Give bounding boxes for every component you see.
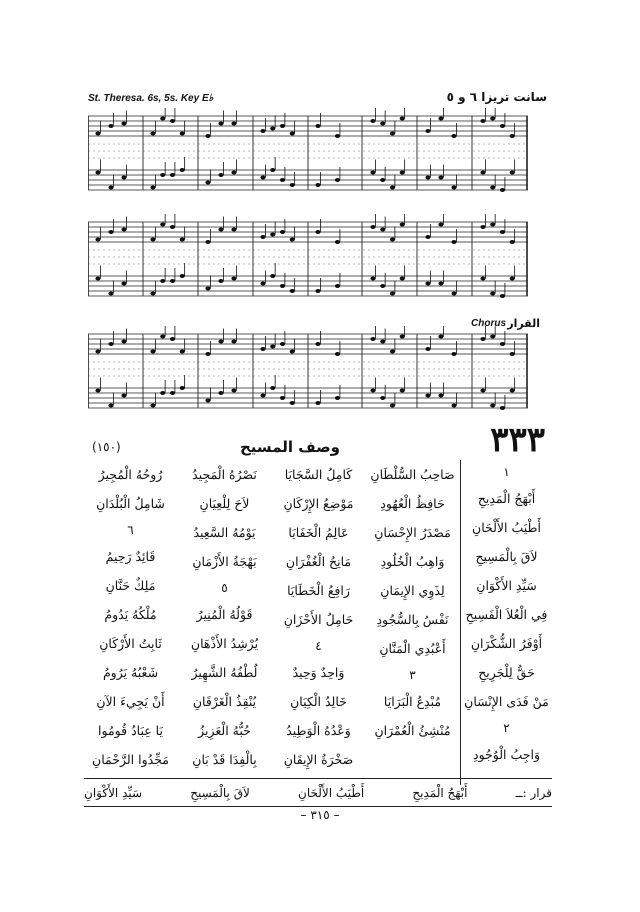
note-head: [510, 240, 515, 244]
refrain-rule: [84, 778, 552, 779]
verse-line: مَانِحُ الْغُفْرَانِ: [285, 554, 352, 569]
note-head: [150, 350, 155, 354]
note-head: [218, 228, 223, 232]
music-staff-system: [88, 326, 528, 422]
note-head: [500, 294, 505, 298]
note-head: [335, 178, 340, 182]
verse-line: مَنْ فَدَى الإِنْسَانِ: [464, 694, 549, 709]
verse-line: رَافِعُ الْخَطَايَا: [287, 583, 350, 598]
note-head: [390, 350, 395, 354]
note-head: [170, 173, 175, 177]
verse-line: وَاحِدٌ وَحِيدٌ: [292, 665, 345, 680]
verse-line: قَوْلُهُ الْمُنِيرُ: [196, 607, 253, 622]
verse-line: بَهْجَةُ الأَزْمَانِ: [192, 554, 257, 569]
note-head: [218, 340, 223, 344]
tune-name-arabic: سانت تريزا ٦ و ٥: [446, 90, 547, 104]
verse-line: فِي الْعُلاَ الْفَسِيحِ: [465, 607, 548, 622]
note-head: [280, 124, 285, 128]
note-head: [438, 282, 443, 286]
verse-line: رُوحُهُ الْمُجِيرُ: [98, 467, 163, 482]
note-head: [205, 352, 210, 356]
note-head: [95, 171, 100, 175]
note-head: [370, 225, 375, 229]
chorus-label: Chorus: [471, 318, 506, 329]
staff-group: [88, 214, 528, 298]
verse-line: وَاجِبُ الْوُجُودِ: [473, 747, 540, 762]
stanza-column-4: [177, 460, 272, 770]
note-head: [121, 340, 126, 344]
stanza-number: ٤: [315, 639, 322, 653]
verse-line: ثَابِتُ الأَرْكَانِ: [99, 636, 162, 651]
note-head: [231, 340, 236, 344]
refrain-label: قرار :ــ: [515, 786, 552, 800]
note-head: [500, 406, 505, 410]
note-head: [390, 238, 395, 242]
note-head: [451, 404, 456, 408]
note-head: [95, 238, 100, 242]
note-head: [390, 186, 395, 190]
note-head: [270, 386, 275, 390]
verse-line: مَوْضِعُ الإِرْكَانِ: [283, 496, 354, 511]
note-head: [500, 124, 505, 128]
staff-group: [88, 108, 528, 192]
note-head: [510, 171, 515, 175]
stanza-number: ٢: [503, 721, 510, 735]
note-head: [510, 277, 515, 281]
note-head: [170, 391, 175, 395]
note-head: [150, 186, 155, 190]
note-head: [280, 230, 285, 234]
note-head: [205, 399, 210, 403]
music-system-3: [88, 326, 528, 422]
verse-line: وَعْدُهُ الْوَطِيدُ: [286, 723, 351, 738]
note-head: [370, 171, 375, 175]
note-head: [370, 337, 375, 341]
note-head: [205, 134, 210, 138]
verse-line: مَجِّدُوا الرَّحْمَانِ: [92, 752, 169, 767]
note-head: [380, 340, 385, 344]
verse-line: قَائِدٌ رَحِيمُ: [105, 549, 156, 564]
note-head: [160, 117, 165, 121]
note-head: [170, 337, 175, 341]
note-head: [95, 389, 100, 393]
stanza-column-1: [459, 460, 554, 770]
verse-line: يَوْمُهُ السَّعِيدُ: [193, 525, 256, 540]
note-head: [490, 186, 495, 190]
note-head: [218, 122, 223, 126]
note-head: [380, 396, 385, 400]
stanza-number: ٦: [127, 523, 134, 537]
note-head: [425, 282, 430, 286]
refrain: [84, 786, 552, 800]
refrain-line: أَبْهَجُ الْمَدِيحِ: [412, 786, 468, 800]
note-head: [480, 389, 485, 393]
note-head: [231, 122, 236, 126]
note-head: [280, 284, 285, 288]
note-head: [218, 391, 223, 395]
note-head: [510, 134, 515, 138]
note-head: [290, 238, 295, 242]
verse-line: بِالْفِدَا قَدْ بَانِ: [192, 752, 257, 767]
verse-line: عَالِمُ الْخَفَايَا: [288, 525, 349, 540]
note-head: [438, 117, 443, 121]
note-head: [380, 228, 385, 232]
note-head: [451, 292, 456, 296]
verse-line: حَامِلُ الأَحْزَانِ: [283, 612, 354, 627]
page-number: – ٣١٥ –: [300, 808, 340, 822]
verse-line: شَامِلُ الْبُلْدَانِ: [96, 496, 165, 511]
note-head: [451, 240, 456, 244]
note-head: [180, 274, 185, 278]
verse-line: لاَقَ بِالْمَسِيحِ: [475, 549, 538, 564]
note-head: [400, 389, 405, 393]
note-head: [438, 335, 443, 339]
note-head: [121, 122, 126, 126]
note-head: [121, 176, 126, 180]
note-head: [160, 223, 165, 227]
note-head: [260, 129, 265, 133]
note-head: [270, 345, 275, 349]
note-head: [438, 176, 443, 180]
note-head: [270, 127, 275, 131]
note-head: [490, 117, 495, 121]
note-head: [451, 352, 456, 356]
verse-line: أَبْهَجُ الْمَدِيحِ: [477, 491, 536, 506]
verse-line: حُبُّهُ الْعَزِيزُ: [198, 723, 251, 738]
note-head: [170, 225, 175, 229]
note-head: [180, 238, 185, 242]
verse-line: صَاحِبُ السُّلْطَانِ: [370, 467, 455, 482]
note-head: [425, 235, 430, 239]
note-head: [150, 292, 155, 296]
note-head: [380, 284, 385, 288]
note-head: [500, 342, 505, 346]
hymn-number: ٣٣٣: [490, 420, 545, 460]
note-head: [108, 186, 113, 190]
note-head: [180, 386, 185, 390]
note-head: [170, 119, 175, 123]
note-head: [290, 289, 295, 293]
verse-line: أَنْ يَجِيءَ الآنِ: [96, 694, 165, 709]
note-head: [218, 279, 223, 283]
verse-line: وَاهِبُ الْخُلُودِ: [380, 554, 445, 569]
verse-line: لِذَوِي الإِيمَانِ: [380, 583, 445, 598]
note-head: [150, 238, 155, 242]
note-head: [160, 279, 165, 283]
stanza-column-5: [83, 460, 178, 770]
note-head: [490, 404, 495, 408]
verse-line: نَفْسُ بِالسُّجُودِ: [376, 612, 449, 627]
note-head: [160, 391, 165, 395]
note-head: [370, 119, 375, 123]
note-head: [400, 335, 405, 339]
verse-line: مَصْدَرُ الإِحْسَانِ: [374, 525, 451, 540]
note-head: [500, 188, 505, 192]
note-head: [108, 342, 113, 346]
verse-line: مَلِكٌ حَنَّانِ: [105, 578, 156, 593]
verse-line: شَعْبُهُ يَرُومُ: [102, 665, 159, 680]
note-head: [390, 292, 395, 296]
note-head: [480, 277, 485, 281]
verse-line: أَعْبُدِي الْمَنَّانِ: [379, 641, 446, 656]
note-head: [425, 394, 430, 398]
note-head: [95, 132, 100, 136]
verse-line: يُرْشِدُ الأَذْهَانِ: [190, 636, 259, 651]
note-head: [231, 228, 236, 232]
verse-line: كَامِلُ السَّجَايَا: [284, 467, 353, 482]
note-head: [180, 350, 185, 354]
note-head: [370, 389, 375, 393]
music-system-2: [88, 214, 528, 316]
note-head: [425, 347, 430, 351]
note-head: [335, 134, 340, 138]
note-head: [315, 401, 320, 405]
note-head: [160, 173, 165, 177]
hymn-title: وصف المسيح: [240, 438, 340, 456]
note-head: [380, 178, 385, 182]
stanza-number: ١: [503, 465, 510, 479]
refrain-line: أَطْيَبُ الأَلْحَانِ: [298, 786, 365, 800]
note-head: [160, 335, 165, 339]
note-head: [150, 404, 155, 408]
verse-line: خَالِدُ الْكِيَانِ: [290, 694, 347, 709]
verse-line: سَيِّدِ الأَكْوَانِ: [476, 578, 537, 593]
note-head: [400, 171, 405, 175]
note-head: [451, 186, 456, 190]
note-head: [290, 401, 295, 405]
note-head: [280, 178, 285, 182]
note-head: [280, 396, 285, 400]
stanza-number: ٥: [221, 581, 228, 595]
note-head: [335, 396, 340, 400]
note-head: [425, 129, 430, 133]
note-head: [500, 230, 505, 234]
note-head: [438, 394, 443, 398]
note-head: [315, 289, 320, 293]
refrain-line: لاَقَ بِالْمَسِيحِ: [190, 786, 250, 800]
stanza-column-3: [271, 460, 366, 770]
verse-line: حَقُّ لِلْجَرِيحِ: [478, 665, 535, 680]
note-head: [205, 181, 210, 185]
note-head: [121, 394, 126, 398]
note-head: [315, 230, 320, 234]
stanza-number: ٣: [409, 668, 416, 682]
note-head: [480, 225, 485, 229]
verse-line: مُبْدِعُ الْبَرَايَا: [383, 694, 442, 709]
column-divider: [460, 460, 461, 785]
note-head: [290, 350, 295, 354]
verse-line: أَوْفَرُ الشُّكْرَانِ: [470, 636, 543, 651]
verse-line: أَطْيَبُ الأَلْحَانِ: [472, 520, 541, 535]
note-head: [400, 223, 405, 227]
note-head: [490, 223, 495, 227]
note-head: [260, 235, 265, 239]
note-head: [400, 277, 405, 281]
note-head: [108, 404, 113, 408]
verse-line: صَخْرَةُ الإِيقَانِ: [283, 752, 354, 767]
chorus-label-arabic: القرار: [507, 317, 540, 330]
note-head: [260, 282, 265, 286]
note-head: [205, 287, 210, 291]
note-head: [205, 240, 210, 244]
verse-line: مُلْكُهُ يَدُومُ: [104, 607, 157, 622]
note-head: [451, 134, 456, 138]
verse-line: حَافِظُ الْعُهُودِ: [380, 496, 445, 511]
note-head: [180, 132, 185, 136]
note-head: [480, 119, 485, 123]
note-head: [180, 168, 185, 172]
note-head: [315, 124, 320, 128]
note-head: [480, 337, 485, 341]
note-head: [95, 350, 100, 354]
note-head: [335, 352, 340, 356]
note-head: [390, 404, 395, 408]
note-head: [231, 171, 236, 175]
music-staff-system: [88, 214, 528, 316]
refrain-line: سَيِّدِ الأَكْوَانِ: [84, 786, 143, 800]
note-head: [108, 292, 113, 296]
verse-line: لُطْفُهُ الشَّهِيرُ: [191, 665, 258, 680]
note-head: [95, 277, 100, 281]
note-head: [290, 132, 295, 136]
music-system-1: [88, 108, 528, 220]
note-head: [490, 335, 495, 339]
note-head: [335, 284, 340, 288]
note-head: [438, 223, 443, 227]
note-head: [108, 230, 113, 234]
note-head: [315, 183, 320, 187]
note-head: [270, 168, 275, 172]
tune-name: St. Theresa. 6s, 5s. Key E♭: [88, 93, 214, 104]
note-head: [510, 389, 515, 393]
note-head: [400, 117, 405, 121]
verse-line: يَا عِبَادُ قُومُوا: [98, 723, 163, 738]
stanza-column-2: [365, 460, 460, 770]
note-head: [260, 347, 265, 351]
staff-group: [88, 326, 528, 410]
note-head: [231, 277, 236, 281]
note-head: [108, 124, 113, 128]
note-head: [121, 282, 126, 286]
note-head: [390, 132, 395, 136]
verse-line: نَصْرُهُ الْمَجِيدُ: [192, 467, 257, 482]
note-head: [480, 171, 485, 175]
stanza-columns: [84, 460, 554, 780]
note-head: [510, 352, 515, 356]
hymn-sequence: (١٥٠): [92, 440, 121, 454]
music-staff-system: [88, 108, 528, 220]
note-head: [270, 233, 275, 237]
note-head: [231, 389, 236, 393]
note-head: [121, 228, 126, 232]
note-head: [425, 176, 430, 180]
verse-line: مُنْشِئُ الْعُمْرَانِ: [374, 723, 451, 738]
note-head: [260, 394, 265, 398]
note-head: [280, 342, 285, 346]
verse-line: لاَحَ لِلْعِيَانِ: [199, 496, 250, 511]
note-head: [490, 292, 495, 296]
refrain-rule: [84, 806, 552, 807]
note-head: [170, 279, 175, 283]
note-head: [150, 132, 155, 136]
note-head: [290, 183, 295, 187]
note-head: [370, 277, 375, 281]
note-head: [260, 176, 265, 180]
note-head: [270, 274, 275, 278]
note-head: [335, 240, 340, 244]
note-head: [218, 173, 223, 177]
note-head: [315, 342, 320, 346]
note-head: [380, 122, 385, 126]
verse-line: يُنْقِذُ الْغَرْقَانِ: [192, 694, 257, 709]
